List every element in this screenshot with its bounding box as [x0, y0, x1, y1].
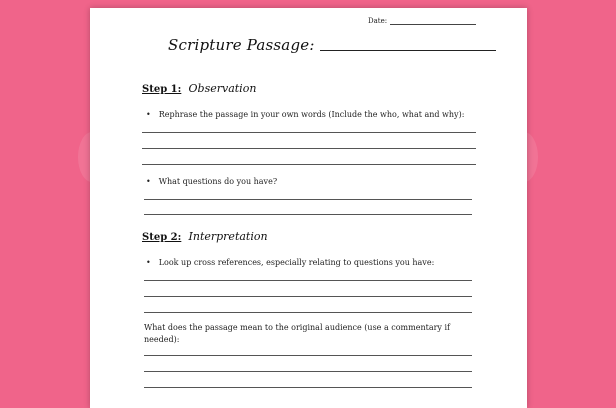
page-title: Scripture Passage: — [168, 36, 315, 54]
worksheet-page — [90, 8, 527, 408]
answer-line[interactable] — [144, 371, 472, 372]
step-1-name: Observation — [188, 82, 257, 95]
answer-line[interactable] — [144, 199, 472, 200]
answer-line[interactable] — [144, 312, 472, 313]
answer-line[interactable] — [144, 387, 472, 388]
step-2-heading — [142, 230, 268, 243]
answer-line[interactable] — [144, 214, 472, 215]
answer-line[interactable] — [144, 355, 472, 356]
step-2-prompt-1 — [146, 258, 434, 267]
date-field — [368, 17, 476, 25]
answer-line[interactable] — [142, 164, 476, 165]
bullet-icon: • — [146, 177, 151, 186]
step-1-heading — [142, 82, 256, 95]
step-2-name: Interpretation — [188, 230, 268, 243]
bullet-icon: • — [146, 110, 151, 119]
step-1-prompt-1 — [146, 110, 464, 119]
answer-line[interactable] — [144, 280, 472, 281]
answer-line[interactable] — [144, 296, 472, 297]
step-2-prompt-1-text: Look up cross references, especially relating to questions you have: — [158, 258, 435, 267]
title-row — [168, 36, 496, 54]
step-2-prompt-2: What does the passage mean to the original audience (use a commentary if needed): — [144, 323, 451, 344]
date-label: Date: — [368, 17, 388, 25]
date-line — [390, 18, 476, 25]
step-1-prompt-2-text: What questions do you have? — [158, 177, 278, 186]
step-1-prompt-2 — [146, 177, 277, 186]
step-2-number: Step 2: — [142, 232, 182, 243]
answer-line[interactable] — [142, 132, 476, 133]
title-line — [320, 50, 496, 51]
answer-line[interactable] — [142, 148, 476, 149]
bullet-icon: • — [146, 258, 151, 267]
step-1-number: Step 1: — [142, 84, 182, 95]
step-1-prompt-1-text: Rephrase the passage in your own words (Include the who, what and why): — [158, 110, 465, 119]
